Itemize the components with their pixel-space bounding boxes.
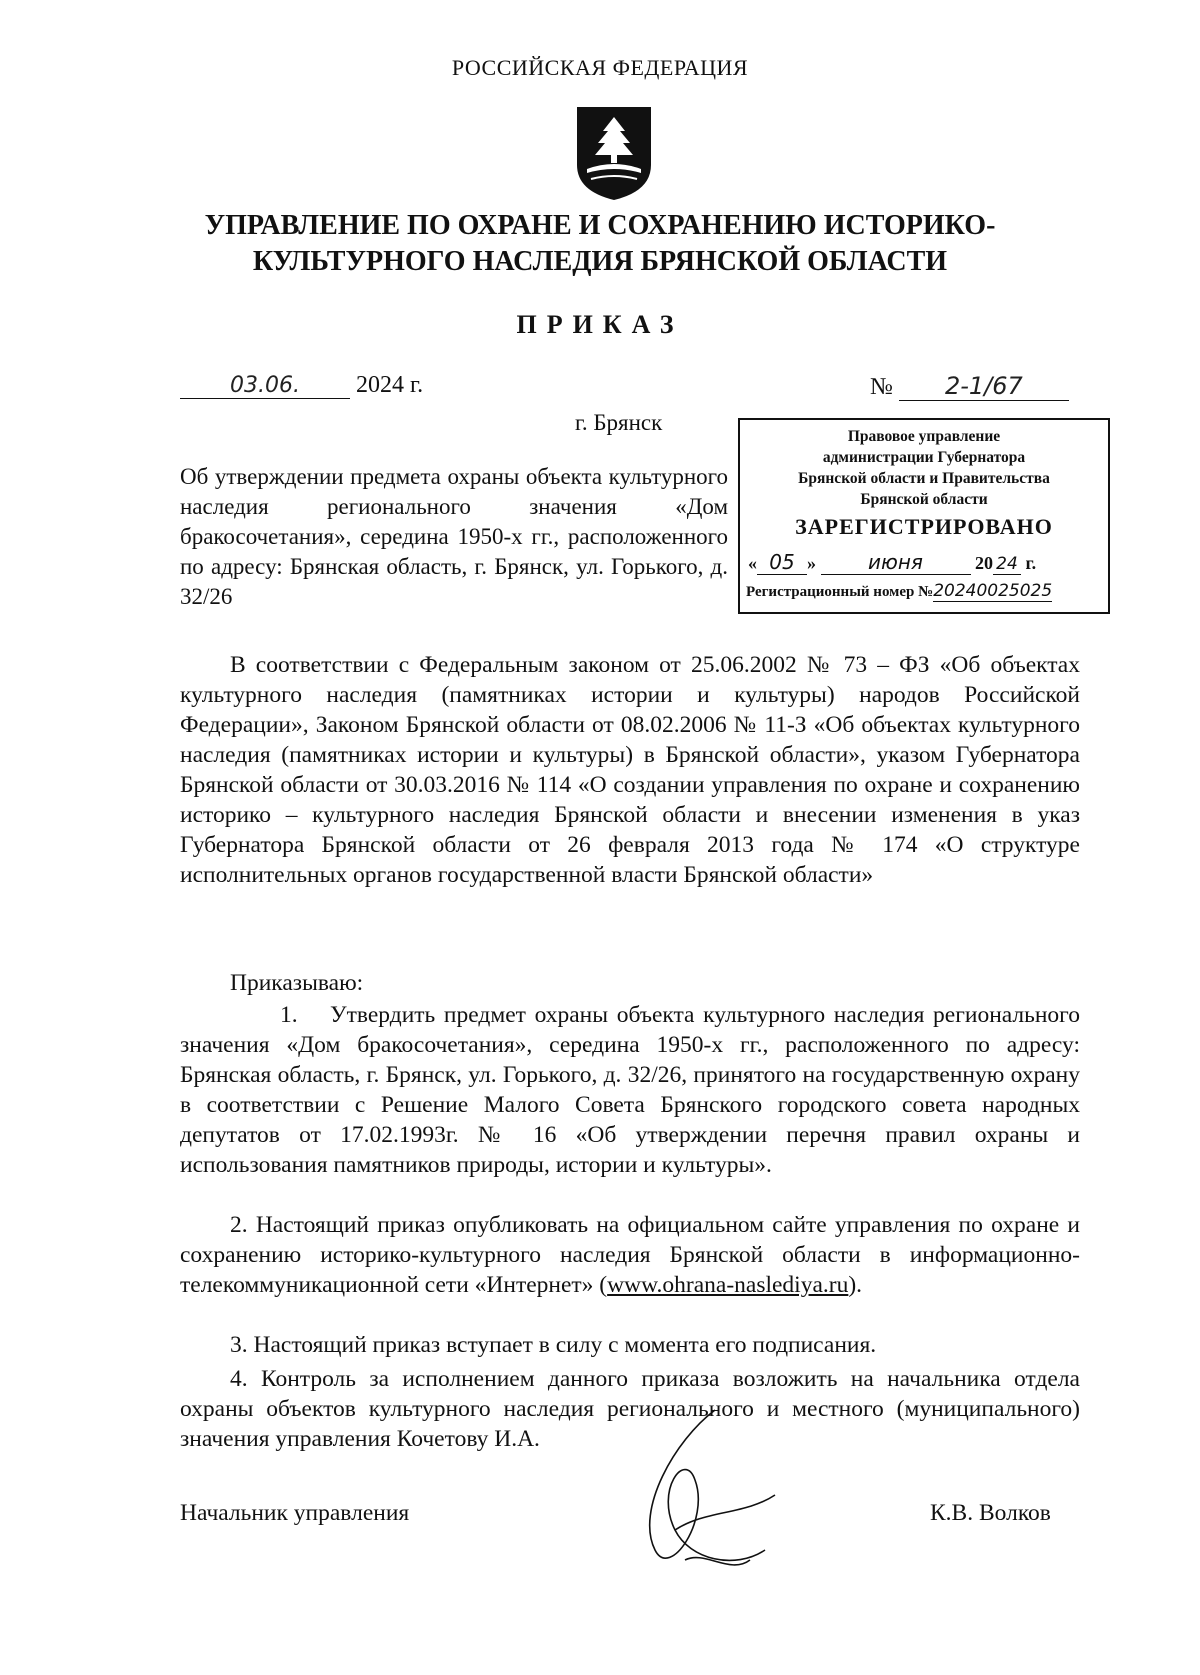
agency-name-line2: КУЛЬТУРНОГО НАСЛЕДИЯ БРЯНСКОЙ ОБЛАСТИ: [252, 246, 948, 277]
agency-name: [180, 208, 1020, 280]
country-title: РОССИЙСКАЯ ФЕДЕРАЦИЯ: [451, 55, 749, 80]
city: г. Брянск: [575, 410, 663, 435]
stamp-day: 05: [757, 550, 807, 575]
stamp-line1: Правовое управление: [847, 428, 1001, 445]
stamp-year-prefix: 20: [975, 553, 993, 573]
stamp-reg-label: Регистрационный номер №: [746, 584, 934, 600]
order-year: 2024 г.: [356, 372, 424, 398]
order-item-2: [180, 1210, 1080, 1300]
order-header: Приказываю:: [230, 970, 364, 996]
stamp-year-suffix: г.: [1025, 553, 1037, 573]
coat-of-arms-emblem: [573, 103, 655, 203]
signer-title: Начальник управления: [180, 1500, 410, 1526]
stamp-date: « 05 » июня 20 24 г.: [748, 550, 1037, 574]
stamp-line3: Брянской области и Правительства: [798, 470, 1050, 487]
document-type: ПРИКАЗ: [516, 310, 684, 339]
order-number-label: №: [870, 374, 893, 400]
stamp-year: 24: [993, 554, 1021, 575]
stamp-registered: ЗАРЕГИСТРИРОВАНО: [795, 514, 1053, 539]
order-date: [180, 372, 423, 399]
stamp-reg-number: [740, 581, 1108, 602]
stamp-line4: Брянской области: [860, 491, 988, 508]
website-link[interactable]: www.ohrana-naslediya.ru: [607, 1272, 849, 1298]
agency-name-line1: УПРАВЛЕНИЕ ПО ОХРАНЕ И СОХРАНЕНИЮ ИСТОРИКО-: [204, 210, 996, 241]
order-item-1: [180, 1000, 1080, 1180]
item1-number: 1.: [280, 1002, 298, 1028]
order-item-3: [180, 1330, 1080, 1360]
signer-name: К.В. Волков: [930, 1500, 1051, 1526]
handwritten-signature: [615, 1400, 785, 1600]
item3-text: 3. Настоящий приказ вступает в силу с момента его подписания.: [230, 1332, 877, 1358]
item2-end: ).: [848, 1272, 863, 1298]
preamble: [180, 650, 1080, 890]
order-date-handwritten: 03.06.: [180, 373, 350, 399]
order-number-handwritten: 2-1/67: [899, 372, 1069, 401]
item2-text: 2. Настоящий приказ опубликовать на официальном сайте управления по охране и сохранению историко-культурного наследия Брянской области в информационно-телекоммуникационной сети «Интернет» (: [180, 1212, 1080, 1298]
order-number: [870, 372, 1069, 401]
preamble-text: В соответствии с Федеральным законом от 25.06.2002 № 73 – ФЗ «Об объектах культурного наследия (памятниках истории и культуры) народов Российской Федерации», Законом Брянской области от 08.02.2006 № 11-З «Об объектах культурного наследия (памятниках истории и культуры) в Брянской области», указом Губернатора Брянской области от 30.03.2016 № 114 «О создании управления по охране и сохранению историко – культурного наследия Брянской области и внесении изменения в указ Губернатора Брянской области от 26 февраля 2013 года № 174 «О структуре исполнительных органов государственной власти Брянской области»: [180, 652, 1080, 888]
stamp-reg-number-handwritten: 20240025025: [933, 581, 1053, 601]
stamp-line2: администрации Губернатора: [822, 449, 1026, 466]
registration-stamp: [738, 418, 1110, 614]
item4-text: 4. Контроль за исполнением данного приказа возложить на начальника отдела охраны объектов культурного наследия регионального и местного (муниципального) значения управления Кочетову И.А.: [180, 1366, 1080, 1452]
order-subject: Об утверждении предмета охраны объекта культурного наследия регионального значения «Дом бракосочетания», середина 1950-х гг., расположенного по адресу: Брянская область, г. Брянск, ул. Горького, д. 32/26: [180, 464, 728, 609]
stamp-month: июня: [821, 550, 971, 575]
item1-text: Утвердить предмет охраны объекта культурного наследия регионального значения «Дом бракосочетания», середина 1950-х гг., расположенного по адресу: Брянская область, г. Брянск, ул. Горького, д. 32/26, принятого на государственную охрану в соответствии с Решение Малого Совета Брянского городского совета народных депутатов от 17.02.1993г. № 16 «Об утверждении перечня правил охраны и использования памятников природы, истории и культуры».: [180, 1002, 1080, 1178]
